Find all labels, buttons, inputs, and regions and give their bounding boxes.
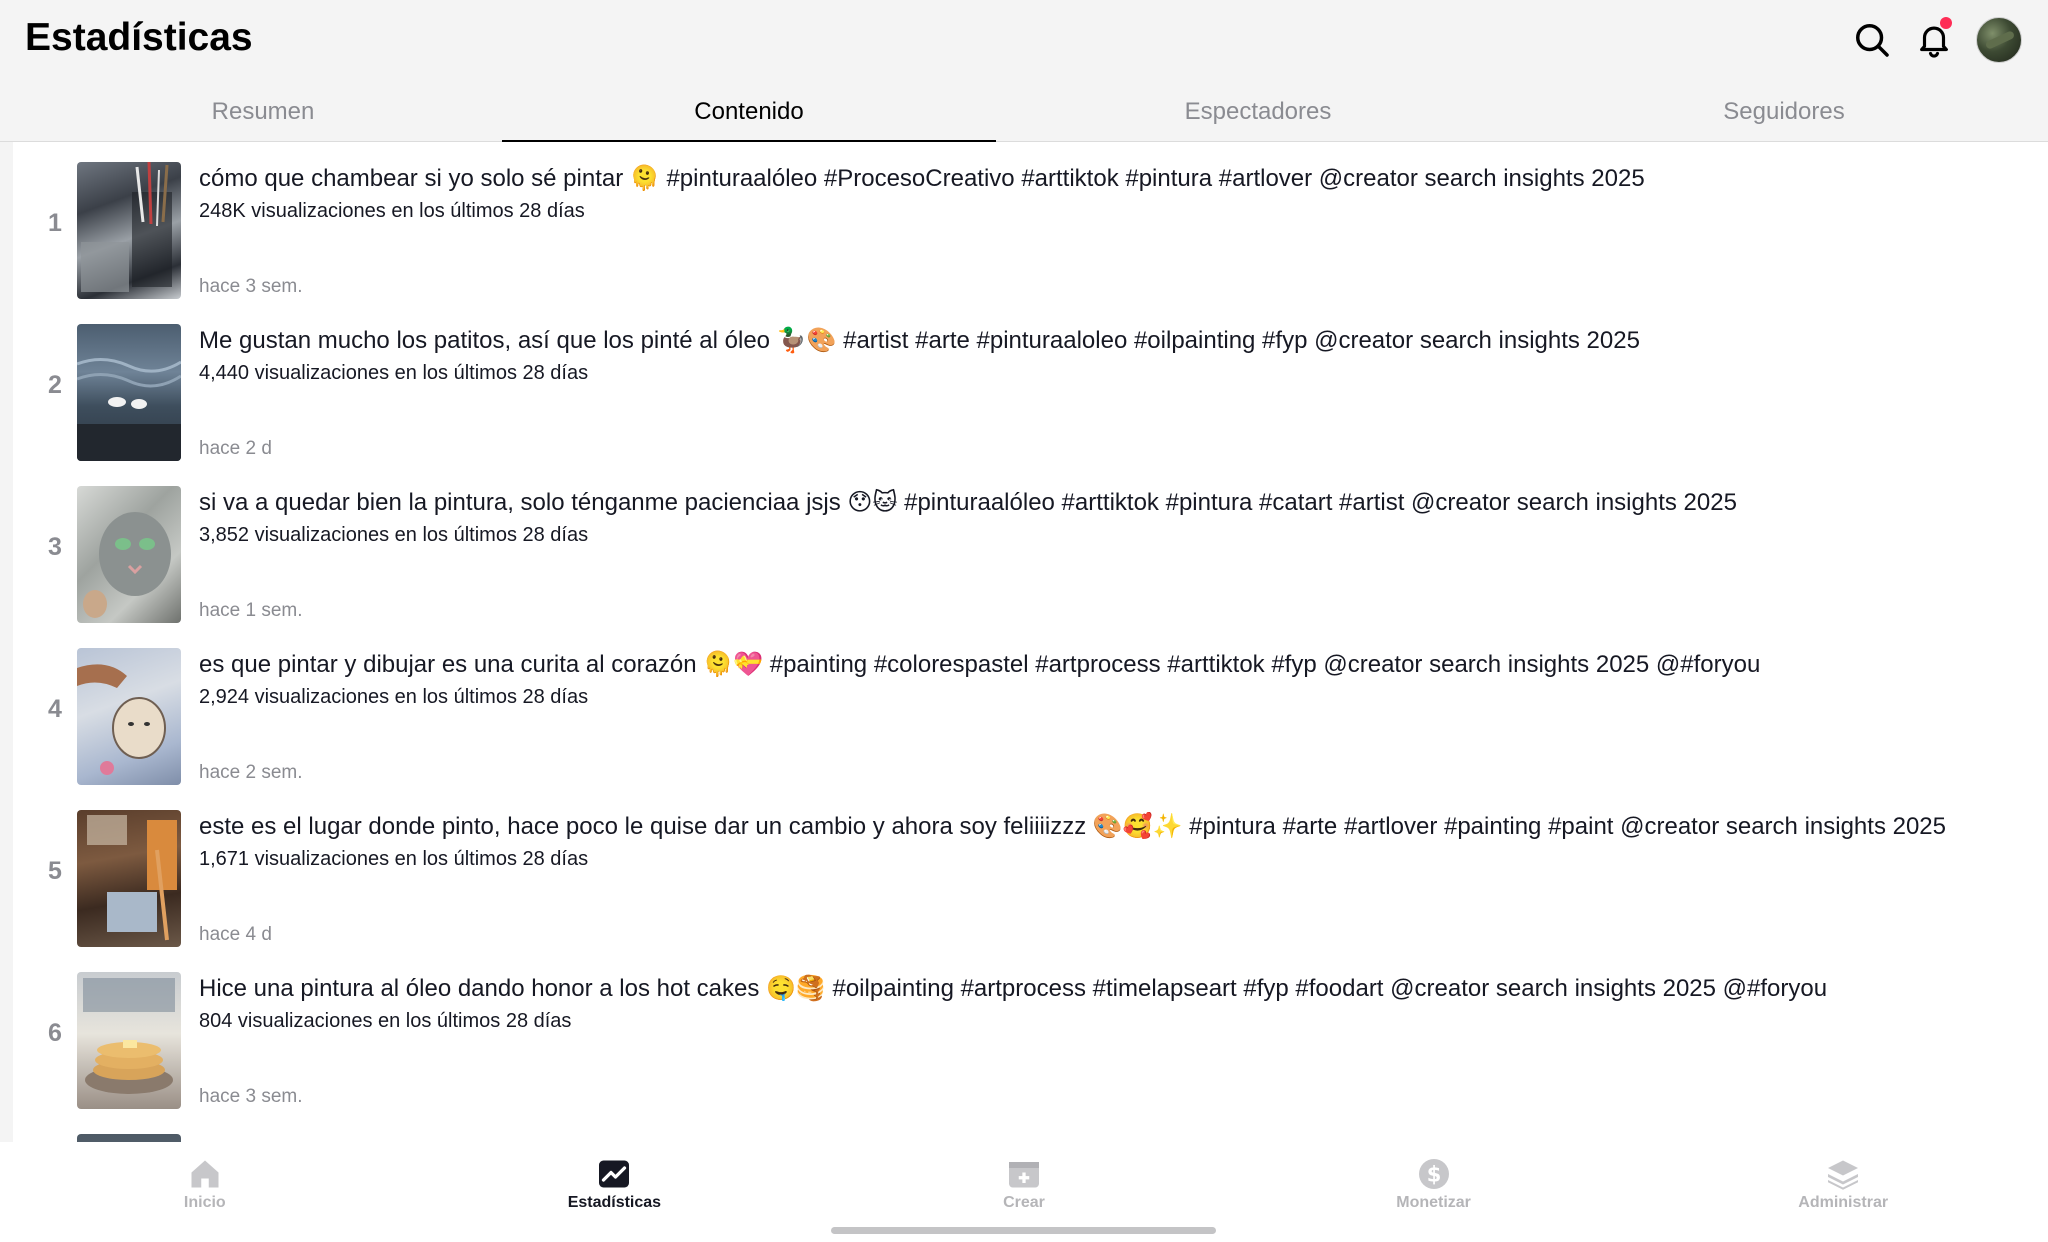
pancakes-painting-image (77, 972, 181, 1109)
cat-painting-image (77, 486, 181, 623)
home-indicator[interactable] (831, 1227, 1216, 1234)
list-item[interactable] (13, 790, 2048, 952)
dollar-icon (1416, 1156, 1452, 1192)
rank-number: 2 (48, 370, 62, 399)
page-title: Estadísticas (25, 16, 253, 59)
video-age: hace 1 sem. (199, 600, 303, 621)
video-views: 1,671 visualizaciones en los últimos 28 días (199, 848, 589, 870)
list-item[interactable] (13, 628, 2048, 790)
nav-label: Monetizar (1396, 1194, 1471, 1211)
content-list[interactable] (13, 142, 2048, 1142)
layers-icon (1825, 1156, 1861, 1192)
video-title[interactable]: si va a quedar bien la pintura, solo ténganme pacienciaa jsjs 😯🐱 #pinturaalóleo #arttiktok #pintura #catart #artist @creator search insights 2025 (199, 489, 1737, 516)
notification-badge (1940, 17, 1952, 29)
video-views: 248K visualizaciones en los últimos 28 días (199, 200, 585, 222)
video-thumbnail[interactable] (77, 324, 181, 461)
video-thumbnail[interactable] (77, 810, 181, 947)
video-title[interactable]: cómo que chambear si yo solo sé pintar 🫠 #pinturaalóleo #ProcesoCreativo #arttiktok #pintura #artlover @creator search insights 2025 (199, 165, 1645, 192)
drawing-image (77, 648, 181, 785)
nav-inicio[interactable] (0, 1142, 410, 1242)
list-item[interactable] (13, 142, 2048, 304)
rank-number: 3 (48, 532, 62, 561)
nav-monetizar[interactable] (1229, 1142, 1639, 1242)
rank-number: 6 (48, 1018, 62, 1047)
video-age: hace 3 sem. (199, 276, 303, 297)
tab-seguidores[interactable]: Seguidores (1723, 98, 1845, 125)
nav-label: Crear (1003, 1194, 1045, 1211)
video-thumbnail[interactable] (77, 1134, 181, 1142)
search-button[interactable] (1848, 16, 1896, 64)
tab-espectadores[interactable]: Espectadores (1184, 98, 1332, 125)
nav-estadisticas[interactable] (410, 1142, 820, 1242)
nav-administrar[interactable] (1638, 1142, 2048, 1242)
nav-label: Administrar (1798, 1194, 1889, 1211)
video-thumbnail[interactable] (77, 972, 181, 1109)
avatar[interactable] (1976, 17, 2022, 63)
list-item-partial[interactable] (13, 1114, 2048, 1142)
analytics-icon (596, 1156, 632, 1192)
video-age: hace 4 d (199, 924, 272, 945)
video-thumbnail[interactable] (77, 162, 181, 299)
video-views: 4,440 visualizaciones en los últimos 28 días (199, 362, 589, 384)
notifications-button[interactable] (1910, 16, 1958, 64)
rank-number: 5 (48, 856, 62, 885)
video-title[interactable]: Me gustan mucho los patitos, así que los pinté al óleo 🦆🎨 #artist #arte #pinturaaloleo #oilpainting #fyp @creator search insights 2025 (199, 327, 1640, 354)
ducks-painting-image (77, 324, 181, 461)
home-icon (187, 1156, 223, 1192)
create-icon (1006, 1156, 1042, 1192)
video-views: 804 visualizaciones en los últimos 28 días (199, 1010, 572, 1032)
video-age: hace 3 sem. (199, 1086, 303, 1107)
tab-bar (0, 82, 2048, 142)
app-header (0, 0, 2048, 82)
tab-resumen[interactable]: Resumen (211, 98, 315, 125)
video-thumbnail[interactable] (77, 486, 181, 623)
list-item[interactable] (13, 466, 2048, 628)
list-item[interactable] (13, 304, 2048, 466)
search-icon (1853, 21, 1891, 59)
video-title[interactable]: este es el lugar donde pinto, hace poco le quise dar un cambio y ahora soy feliiiizzz 🎨🥰✨ #pintura #arte #artlover #painting #paint @creator search insights 2025 (199, 813, 1946, 840)
tab-contenido[interactable]: Contenido (502, 82, 996, 142)
studio-image (77, 810, 181, 947)
rank-number: 1 (48, 208, 62, 237)
brushes-image (77, 162, 181, 299)
video-age: hace 2 d (199, 438, 272, 459)
header-actions (1834, 14, 2022, 66)
video-thumbnail[interactable] (77, 648, 181, 785)
nav-label: Estadísticas (567, 1194, 662, 1211)
list-item[interactable] (13, 952, 2048, 1114)
video-views: 3,852 visualizaciones en los últimos 28 días (199, 524, 589, 546)
video-views: 2,924 visualizaciones en los últimos 28 días (199, 686, 589, 708)
video-title[interactable]: Hice una pintura al óleo dando honor a los hot cakes 🤤🥞 #oilpainting #artprocess #timelapseart #fyp #foodart @creator search insights 2025 @#foryou (199, 975, 1828, 1002)
rank-number: 4 (48, 694, 62, 723)
svg-text:$: $ (1426, 1162, 1441, 1187)
video-age: hace 2 sem. (199, 762, 303, 783)
video-title[interactable]: es que pintar y dibujar es una curita al corazón 🫠💝 #painting #colorespastel #artprocess #arttiktok #fyp @creator search insights 2025 @#foryou (199, 651, 1761, 678)
nav-label: Inicio (183, 1194, 226, 1211)
